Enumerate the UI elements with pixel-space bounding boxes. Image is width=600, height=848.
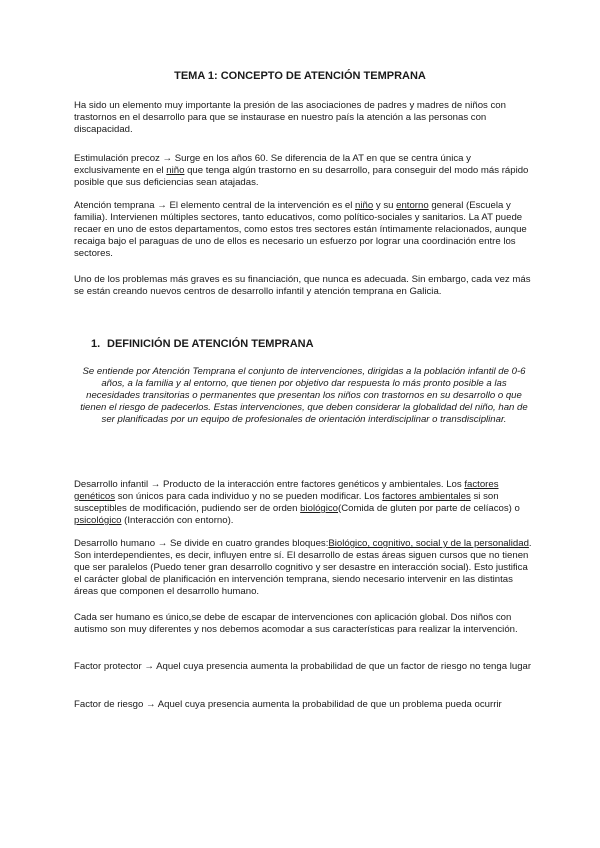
- intro-paragraph: Ha sido un elemento muy importante la presión de las asociaciones de padres y madres de niños con trastornos en el desarrollo para que se instaurase en nuestro país la atención a las personas con discapacidad.: [74, 100, 506, 135]
- page-title: TEMA 1: CONCEPTO DE ATENCIÓN TEMPRANA: [174, 70, 426, 82]
- estimulacion-text-a: Estimulación precoz → Surge en los años 60. Se diferencia de la AT en que se centra única y exclusivamente en el: [74, 153, 471, 176]
- estimulacion-text-b: que tenga algún trastorno en su desarrollo, para conseguir del modo más rápido posible que sus deficiencias sean atajadas.: [74, 165, 529, 188]
- dh-text-a: Desarrollo humano → Se divide en cuatro grandes bloques:: [74, 538, 329, 549]
- factor-riesgo-paragraph: Factor de riesgo → Aquel cuya presencia aumenta la probabilidad de que un problema pueda ocurrir: [74, 699, 502, 710]
- desarrollo-humano-paragraph: [74, 538, 534, 598]
- di-text-d: (Comida de gluten por parte de celíacos) o: [338, 503, 520, 514]
- di-underline-geneticos: factores genéticos: [74, 479, 499, 502]
- di-text-e: (Interacción con entorno).: [121, 515, 234, 526]
- atencion-text-b: y su: [373, 200, 397, 211]
- problemas-paragraph: Uno de los problemas más graves es su financiación, que nunca es adecuada. Sin embargo, cada vez más se están creando nuevos centros de desarrollo infantil y atención temprana en Galicia.: [74, 274, 531, 297]
- di-text-a: Desarrollo infantil → Producto de la interacción entre factores genéticos y ambientales. Los: [74, 479, 465, 490]
- estimulacion-underline-nino: niño: [166, 165, 185, 176]
- atencion-underline-entorno: entorno: [396, 200, 429, 211]
- di-text-c: si son susceptibles de modificación, pudiendo ser de orden: [74, 491, 499, 514]
- section-number: 1.: [91, 338, 101, 350]
- dh-underline-bloques: Biológico, cognitivo, social y de la personalidad: [328, 538, 529, 549]
- definicion-quote: Se entiende por Atención Temprana el conjunto de intervenciones, dirigidas a la población infantil de 0-6 años, a la familia y al entorno, que tienen por objetivo dar respuesta lo más pronto posible a las necesidades transitorias o permanentes que presentan los niños con trastornos en su desarrollo o que tienen el riesgo de padecerlos. Estas intervenciones, que deben considerar la globalidad del niño, han de ser planificadas por un equipo de profesionales de orientación interdisciplinar o transdisciplinar.: [80, 366, 528, 425]
- di-underline-biologico: biológico: [300, 503, 339, 514]
- factor-protector-paragraph: Factor protector → Aquel cuya presencia aumenta la probabilidad de que un factor de riesgo no tenga lugar: [74, 661, 532, 672]
- atencion-paragraph: [74, 200, 534, 260]
- di-underline-psicologico: psicológico: [74, 515, 122, 526]
- estimulacion-paragraph: [74, 153, 534, 189]
- section-heading-definicion: [91, 338, 314, 350]
- atencion-text-c: general (Escuela y familia). Intervienen múltiples sectores, tanto educativos, como político-sociales y sanitarios. La AT puede recaer en uno de estos departamentos, como estos tres sectores están íntimamente relacionados, aunque recaiga bajo el paraguas de uno de ellos es necesario un esfuerzo por lograr una coordinación entre los sectores.: [74, 200, 527, 259]
- dh-text-b: . Son interdependientes, es decir, influyen entre sí. El desarrollo de estas áreas siguen cursos que no tienen que ser paralelos (Puedo tener gran desarrollo cognitivo y ser desastre en interacción social). Esto justifica el carácter global de planificación en intervención temprana, siendo necesario intervenir en las distintas áreas que componen el desarrollo humano.: [74, 538, 532, 597]
- atencion-underline-nino: niño: [355, 200, 374, 211]
- section-label: DEFINICIÓN DE ATENCIÓN TEMPRANA: [107, 338, 314, 350]
- atencion-text-a: Atención temprana → El elemento central de la intervención es el: [74, 200, 356, 211]
- di-underline-ambientales: factores ambientales: [382, 491, 471, 502]
- desarrollo-infantil-paragraph: [74, 479, 534, 527]
- di-text-b: son únicos para cada individuo y no se pueden modificar. Los: [115, 491, 383, 502]
- cada-ser-paragraph: Cada ser humano es único,se debe de escapar de intervenciones con aplicación global. Dos niños con autismo son muy diferentes y nos debemos acomodar a sus características para realizar la intervención.: [74, 612, 518, 635]
